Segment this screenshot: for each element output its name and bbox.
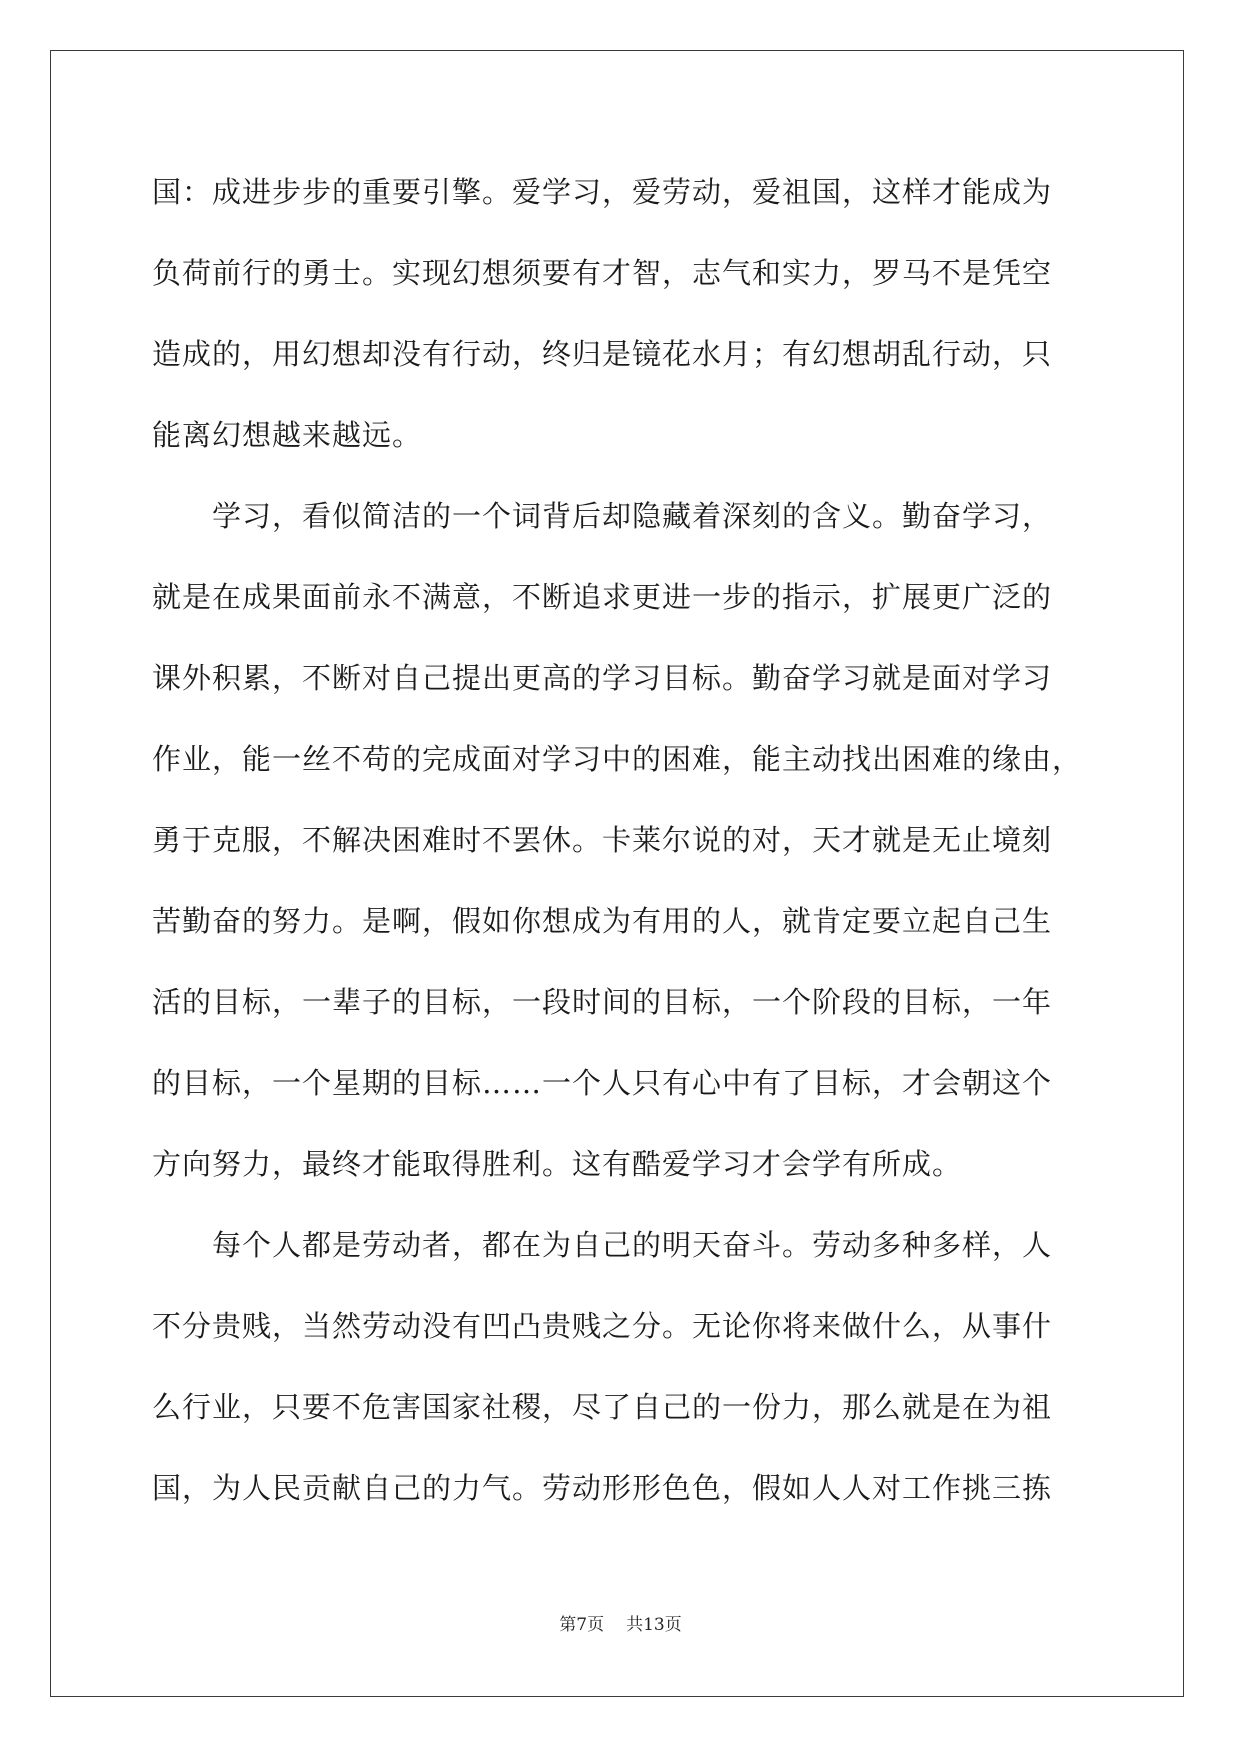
text-line: 造成的，用幻想却没有行动，终归是镜花水月；有幻想胡乱行动，只 — [152, 337, 1053, 371]
text-line: 么行业，只要不危害国家社稷，尽了自己的一份力，那么就是在为祖 — [152, 1390, 1053, 1424]
text-line: 学习，看似简洁的一个词背后却隐藏着深刻的含义。勤奋学习， — [152, 499, 1053, 533]
text-line: 作业，能一丝不苟的完成面对学习中的困难，能主动找出困难的缘由， — [152, 742, 1083, 776]
text-line: 活的目标，一辈子的目标，一段时间的目标，一个阶段的目标，一年 — [152, 985, 1053, 1019]
text-line: 的目标，一个星期的目标……一个人只有心中有了目标，才会朝这个 — [152, 1066, 1053, 1100]
text-line: 课外积累，不断对自己提出更高的学习目标。勤奋学习就是面对学习 — [152, 661, 1053, 695]
text-line: 方向努力，最终才能取得胜利。这有酷爱学习才会学有所成。 — [152, 1147, 963, 1181]
text-line: 负荷前行的勇士。实现幻想须要有才智，志气和实力，罗马不是凭空 — [152, 256, 1053, 290]
text-line: 国：成进步步的重要引擎。爱学习，爱劳动，爱祖国，这样才能成为 — [152, 175, 1053, 209]
text-line: 不分贵贱，当然劳动没有凹凸贵贱之分。无论你将来做什么，从事什 — [152, 1309, 1053, 1343]
page-footer — [0, 1610, 1241, 1635]
document-body — [152, 162, 1090, 1539]
text-line: 就是在成果面前永不满意，不断追求更进一步的指示，扩展更广泛的 — [152, 580, 1053, 614]
text-line: 能离幻想越来越远。 — [152, 418, 423, 452]
text-line: 苦勤奋的努力。是啊，假如你想成为有用的人，就肯定要立起自己生 — [152, 904, 1053, 938]
page-total: 共13页 — [626, 1615, 682, 1635]
text-line: 勇于克服，不解决困难时不罢休。卡莱尔说的对，天才就是无止境刻 — [152, 823, 1053, 857]
page-number: 第7页 — [559, 1615, 605, 1635]
text-line: 国，为人民贡献自己的力气。劳动形形色色，假如人人对工作挑三拣 — [152, 1471, 1053, 1505]
text-line: 每个人都是劳动者，都在为自己的明天奋斗。劳动多种多样，人 — [152, 1228, 1053, 1262]
